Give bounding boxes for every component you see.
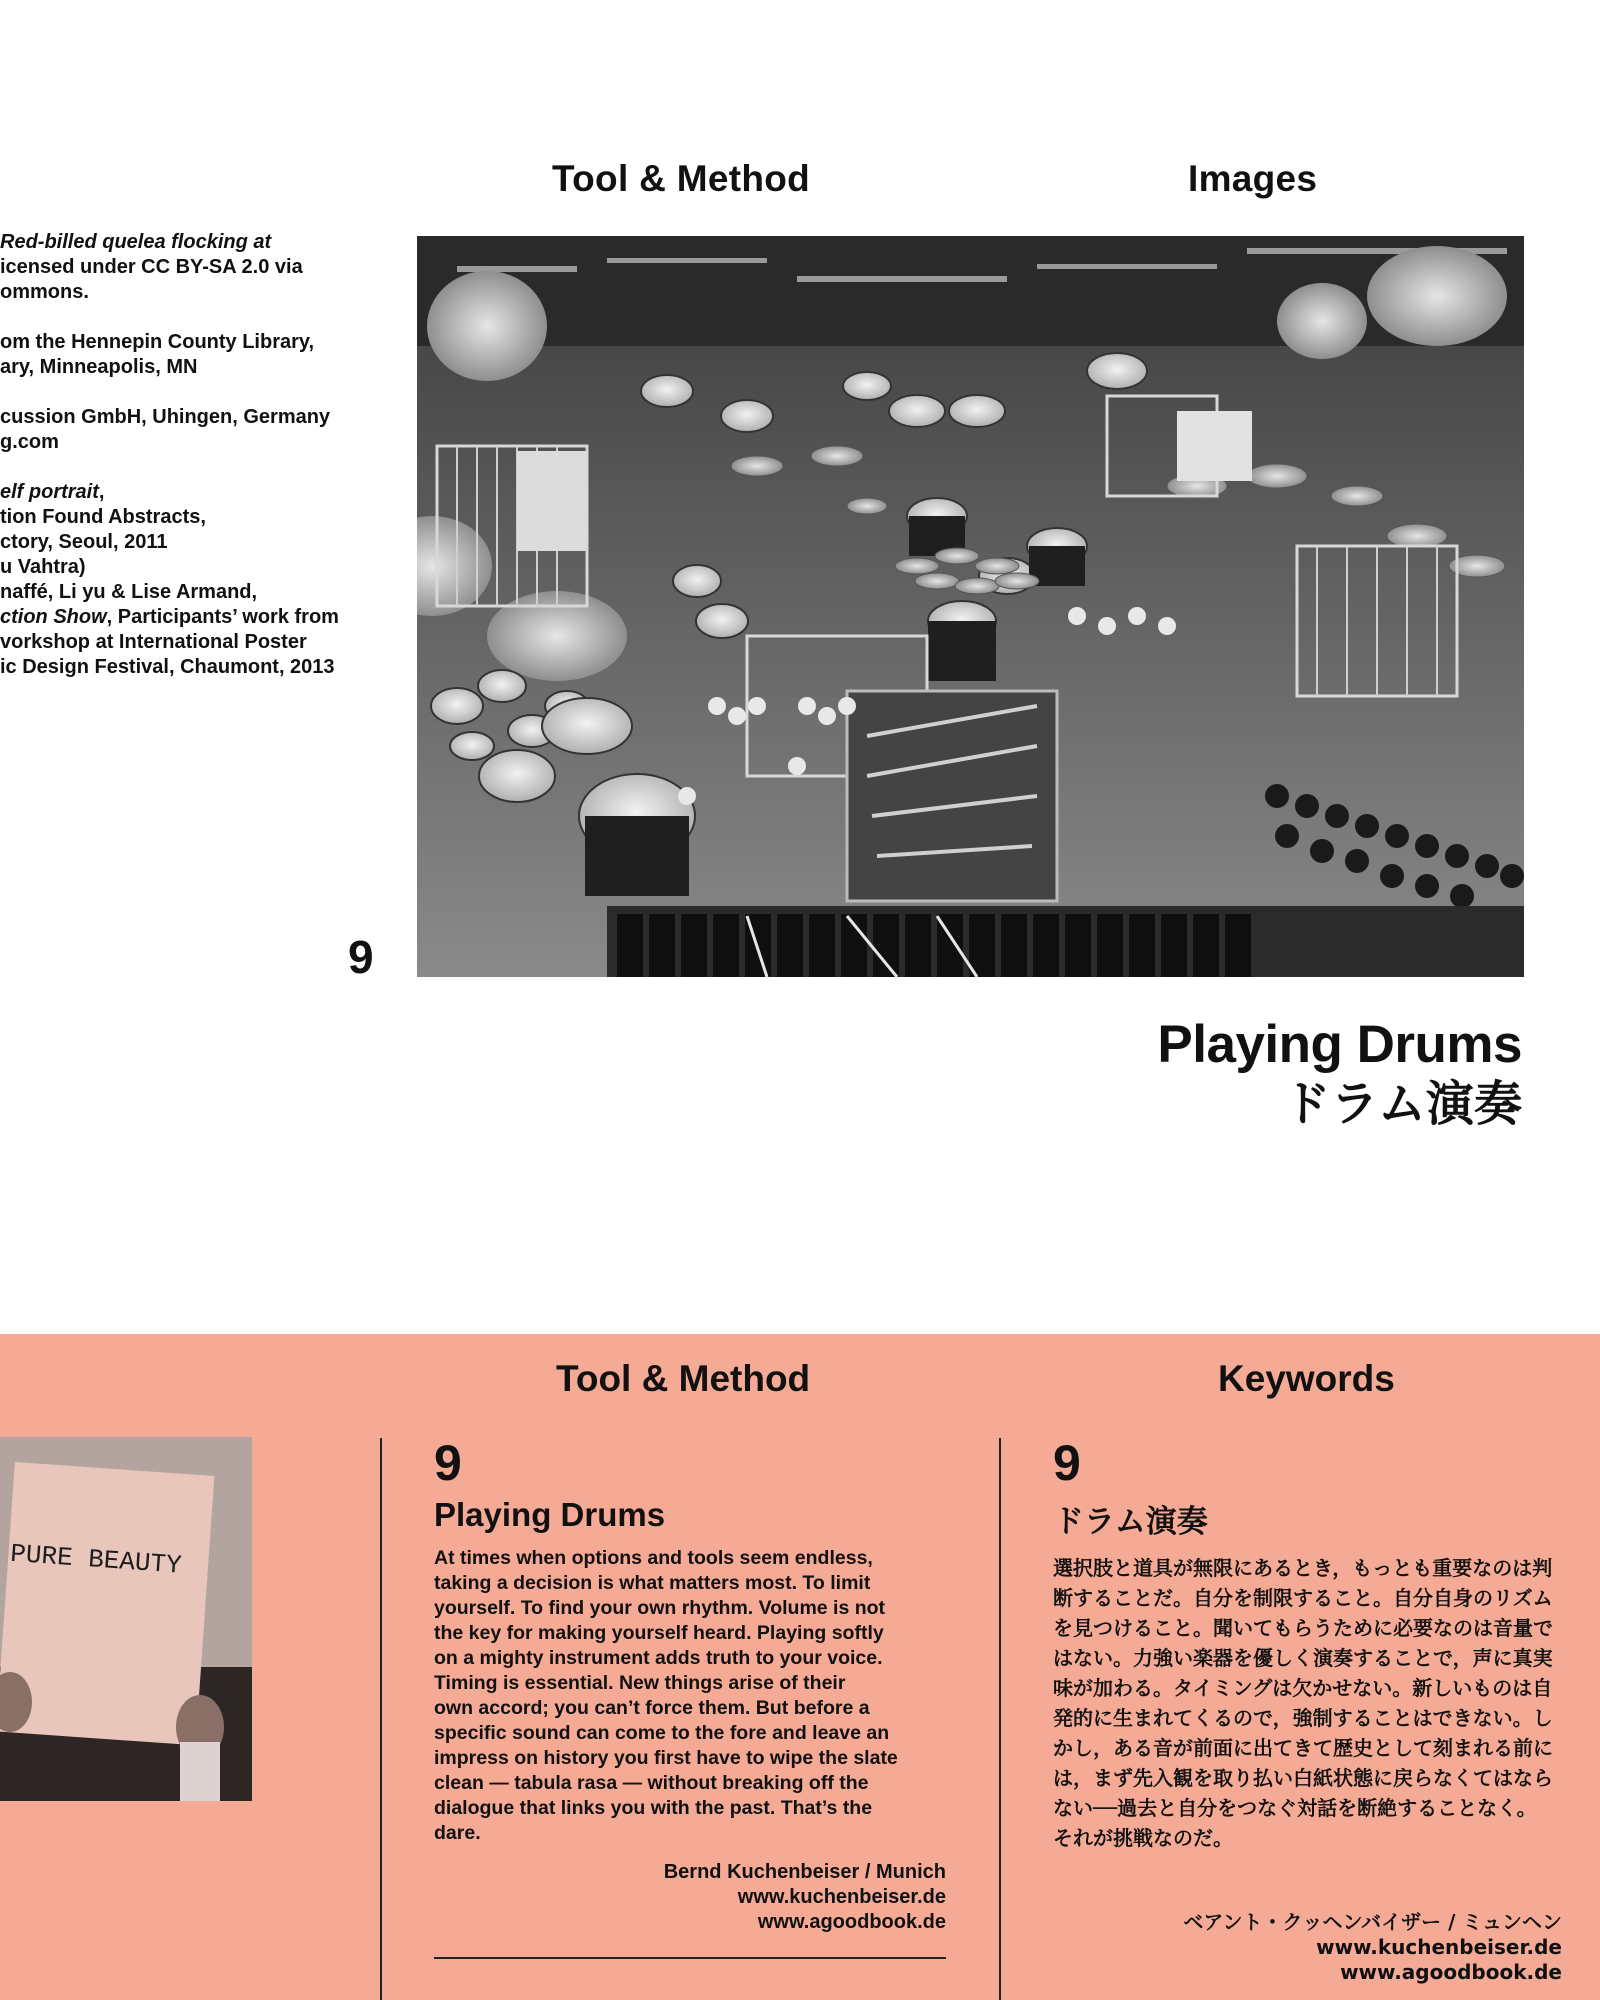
credit-segment: icensed under CC BY-SA 2.0 via	[0, 256, 303, 278]
japanese-entry-number: 9	[1053, 1435, 1081, 1491]
english-body-line: Timing is essential. New things arise of their	[434, 1672, 846, 1694]
english-column-bottom-rule	[434, 1957, 946, 1959]
credit-segment: ommons.	[0, 281, 89, 303]
japanese-author: ベアント・クッヘンバイザー / ミュンヘン	[1183, 1910, 1562, 1934]
english-body-line: taking a decision is what matters most. To limit	[434, 1572, 871, 1594]
credit-segment: ic Design Festival, Chaumont, 2013	[0, 656, 335, 678]
pink-section-header-keywords: Keywords	[1218, 1358, 1395, 1399]
japanese-body-line: はない。力強い楽器を優しく演奏することで，声に真実	[1053, 1646, 1553, 1670]
title-japanese: ドラム演奏	[1282, 1076, 1522, 1132]
credit-line	[0, 505, 352, 530]
japanese-url-kuchenbeiser: www.kuchenbeiser.de	[1316, 1935, 1562, 1959]
english-entry-number: 9	[434, 1435, 462, 1491]
english-signature	[664, 1860, 946, 1935]
credit-segment: vorkshop at International Poster	[0, 631, 307, 653]
japanese-url-agoodbook: www.agoodbook.de	[1340, 1960, 1562, 1984]
credit-line	[0, 230, 352, 255]
credit-line	[0, 280, 352, 305]
column-divider-left	[380, 1438, 382, 2000]
credit-spacer	[0, 305, 352, 330]
english-body-line: impress on history you first have to wipe the slate	[434, 1747, 898, 1769]
credit-line	[0, 355, 352, 380]
credit-line	[0, 405, 352, 430]
credit-segment: u Vahtra)	[0, 556, 86, 578]
english-entry-title: Playing Drums	[434, 1496, 666, 1533]
credit-line	[0, 255, 352, 280]
english-body-line: on a mighty instrument adds truth to your voice.	[434, 1647, 883, 1669]
credit-line	[0, 555, 352, 580]
credit-segment: ctory, Seoul, 2011	[0, 531, 168, 553]
credit-segment: g.com	[0, 431, 59, 453]
english-author: Bernd Kuchenbeiser / Munich	[663, 1861, 946, 1883]
english-url-kuchenbeiser: www.kuchenbeiser.de	[737, 1886, 946, 1908]
title-english: Playing Drums	[1157, 1015, 1522, 1074]
english-body-line: specific sound can come to the fore and leave an	[434, 1722, 890, 1744]
credit-segment: tion Found Abstracts,	[0, 506, 206, 528]
credit-line	[0, 630, 352, 655]
credit-segment: cussion GmbH, Uhingen, Germany	[0, 406, 331, 428]
credit-spacer	[0, 380, 352, 405]
english-body-line: the key for making yourself heard. Playing softly	[434, 1622, 884, 1644]
credit-segment: ction Show	[0, 606, 107, 628]
japanese-body-line: は，まず先入観を取り払い白紙状態に戻らなくてはなら	[1053, 1766, 1553, 1790]
credit-segment: elf portrait	[0, 481, 99, 503]
top-section-header-tool-method: Tool & Method	[552, 158, 811, 199]
japanese-body-line: 選択肢と道具が無限にあるとき，もっとも重要なのは判	[1053, 1556, 1553, 1580]
japanese-body-line: それが挑戦なのだ。	[1053, 1826, 1233, 1850]
credit-line	[0, 330, 352, 355]
english-body-text	[434, 1546, 954, 1846]
pink-section-header-tool-method: Tool & Method	[556, 1358, 811, 1399]
japanese-body-line: を見つけること。聞いてもらうために必要なのは音量で	[1053, 1616, 1553, 1640]
japanese-body-text	[1053, 1553, 1593, 1853]
english-body-line: At times when options and tools seem endless,	[434, 1547, 873, 1569]
percussion-instruments-photo	[417, 236, 1524, 977]
page-number: 9	[348, 931, 374, 983]
credit-segment: naffé, Li yu & Lise Armand,	[0, 581, 258, 603]
english-body-line: clean — tabula rasa — without breaking off the	[434, 1772, 869, 1794]
japanese-body-line: 断することだ。自分を制限すること。自分自身のリズム	[1053, 1586, 1553, 1610]
pure-beauty-photo	[0, 1437, 252, 1801]
credit-segment: om the Hennepin County Library,	[0, 331, 315, 353]
pure-beauty-sign-text: PURE BEAUTY	[9, 1538, 183, 1581]
japanese-signature	[1183, 1910, 1562, 1985]
japanese-body-line: ない──過去と自分をつなぐ対話を断絶することなく。	[1053, 1796, 1537, 1820]
japanese-entry-title: ドラム演奏	[1053, 1504, 1208, 1540]
credit-line	[0, 480, 352, 505]
credit-segment: ary, Minneapolis, MN	[0, 356, 198, 378]
credit-line	[0, 430, 352, 455]
credit-line	[0, 655, 352, 680]
credit-line	[0, 530, 352, 555]
japanese-body-line: 味が加わる。タイミングは欠かせない。新しいものは自	[1053, 1676, 1553, 1700]
credit-segment: ,	[98, 481, 105, 503]
japanese-body-line: かし，ある音が前面に出てきて歴史として刻まれる前に	[1053, 1736, 1553, 1760]
credit-line	[0, 580, 352, 605]
english-body-line: dare.	[434, 1822, 481, 1844]
credit-segment: , Participants’ work from	[106, 606, 339, 628]
image-credits	[0, 230, 352, 680]
english-body-line: dialogue that links you with the past. That’s the	[434, 1797, 873, 1819]
japanese-body-line: 発的に生まれてくるので，強制することはできない。し	[1053, 1706, 1553, 1730]
credit-spacer	[0, 455, 352, 480]
top-section-header-images: Images	[1188, 158, 1318, 199]
english-body-line: yourself. To find your own rhythm. Volume is not	[434, 1597, 886, 1619]
english-body-line: own accord; you can’t force them. But before a	[434, 1697, 870, 1719]
column-divider-right	[999, 1438, 1001, 2000]
credit-segment: Red-billed quelea flocking at	[0, 231, 272, 253]
english-url-agoodbook: www.agoodbook.de	[757, 1911, 946, 1933]
credit-line	[0, 605, 352, 630]
section-title-block	[1157, 1015, 1522, 1133]
